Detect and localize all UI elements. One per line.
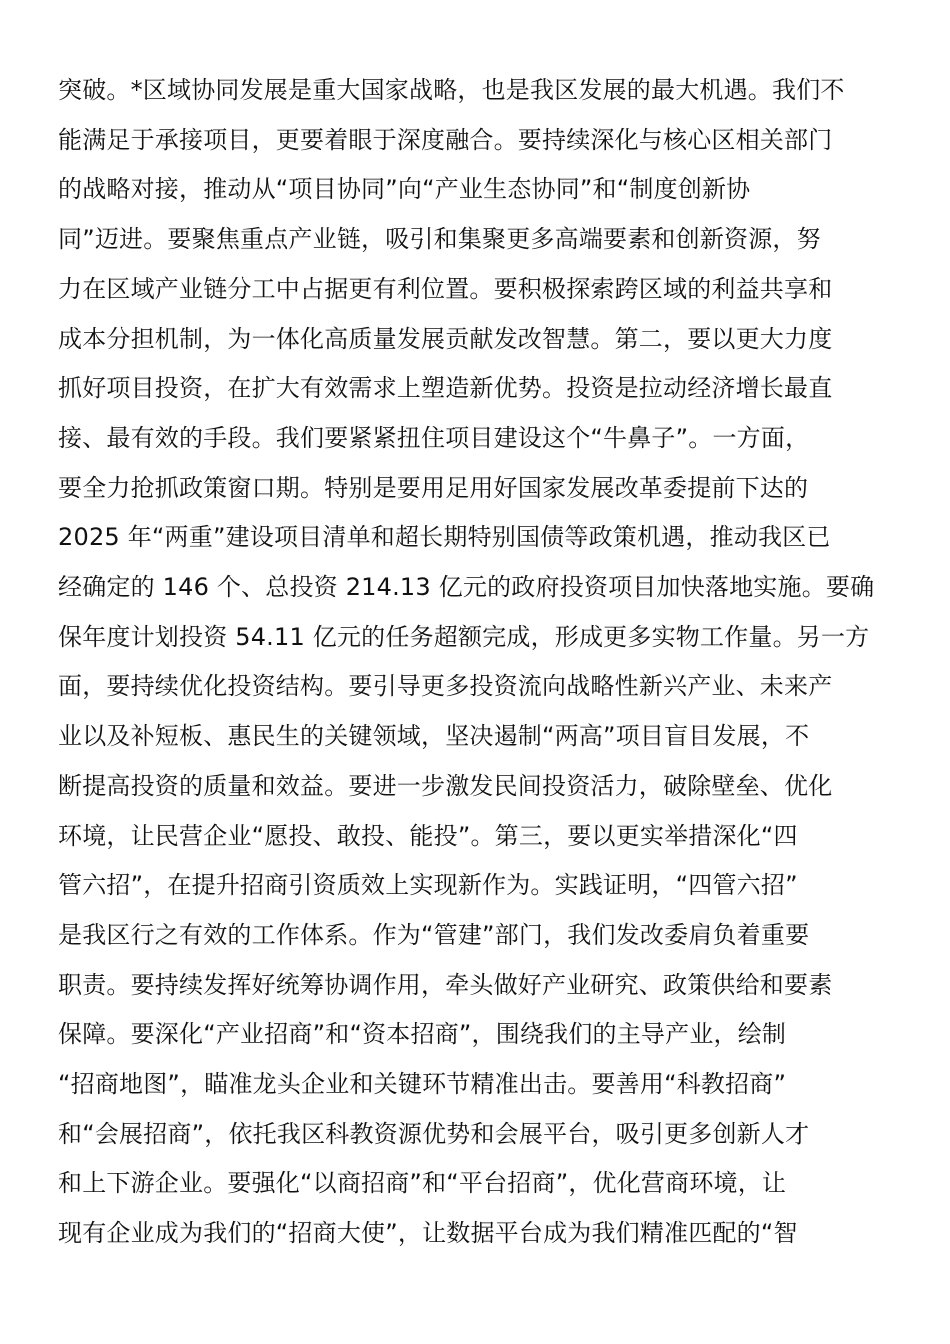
text-line: 职责。要持续发挥好统筹协调作用，牵头做好产业研究、政策供给和要素 [58, 970, 833, 999]
text-line: 保年度计划投资 54.11 亿元的任务超额完成，形成更多实物工作量。另一方 [58, 622, 870, 651]
text-line: 环境，让民营企业“愿投、敢投、能投”。第三，要以更实举措深化“四 [58, 821, 798, 850]
text-line: 能满足于承接项目，更要着眼于深度融合。要持续深化与核心区相关部门 [58, 125, 833, 154]
text-line: 业以及补短板、惠民生的关键领域，坚决遏制“两高”项目盲目发展，不 [58, 722, 810, 751]
text-line: 抓好项目投资，在扩大有效需求上塑造新优势。投资是拉动经济增长最直 [58, 374, 833, 403]
text-line: 力在区域产业链分工中占据更有利位置。要积极探索跨区域的利益共享和 [58, 274, 833, 303]
text-line: “招商地图”，瞄准龙头企业和关键环节精准出击。要善用“科教招商” [58, 1070, 787, 1098]
text-line: 成本分担机制，为一体化高质量发展贡献发改智慧。第二，要以更大力度 [58, 324, 833, 353]
text-line: 2025 年“两重”建设项目清单和超长期特别国债等政策机遇，推动我区已 [58, 523, 831, 552]
text-line: 断提高投资的质量和效益。要进一步激发民间投资活力，破除壁垒、优化 [58, 771, 833, 800]
text-line: 的战略对接，推动从“项目协同”向“产业生态协同”和“制度创新协 [58, 175, 751, 204]
text-line: 保障。要深化“产业招商”和“资本招商”，围绕我们的主导产业，绘制 [58, 1020, 787, 1049]
text-line: 接、最有效的手段。我们要紧紧扭住项目建设这个“牛鼻子”。一方面， [58, 423, 810, 452]
text-line: 现有企业成为我们的“招商大使”，让数据平台成为我们精准匹配的“智 [58, 1219, 798, 1248]
text-line: 和“会展招商”，依托我区科教资源优势和会展平台，吸引更多创新人才 [58, 1119, 810, 1148]
text-line: 突破。*区域协同发展是重大国家战略，也是我区发展的最大机遇。我们不 [58, 76, 845, 104]
text-line: 和上下游企业。要强化“以商招商”和“平台招商”，优化营商环境，让 [58, 1169, 787, 1198]
text-line: 经确定的 146 个、总投资 214.13 亿元的政府投资项目加快落地实施。要确 [58, 573, 875, 601]
text-line: 管六招”，在提升招商引资质效上实现新作为。实践证明，“四管六招” [58, 871, 798, 900]
text-line: 面，要持续优化投资结构。要引导更多投资流向战略性新兴产业、未来产 [58, 672, 833, 701]
text-line: 要全力抢抓政策窗口期。特别是要用足用好国家发展改革委提前下达的 [58, 473, 809, 502]
text-line: 是我区行之有效的工作体系。作为“管建”部门，我们发改委肩负着重要 [58, 920, 810, 949]
text-line: 同”迈进。要聚焦重点产业链，吸引和集聚更多高端要素和创新资源，努 [58, 225, 821, 254]
